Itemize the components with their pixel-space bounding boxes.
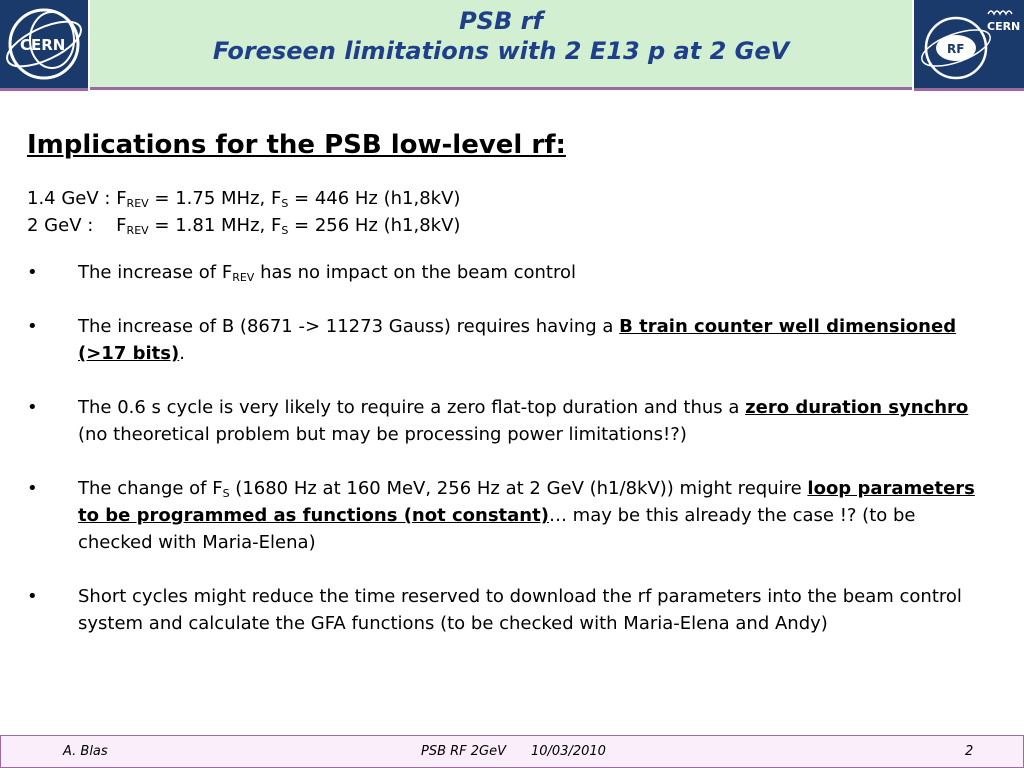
bullet-marker: • <box>27 478 38 499</box>
spec-lines <box>27 185 987 239</box>
footer-date: 10/03/2010 <box>531 744 606 759</box>
emphasis-text: zero duration synchro <box>745 397 969 418</box>
bullet-marker: • <box>27 586 38 607</box>
slide-header <box>0 0 1024 90</box>
emphasis-text: B train counter well dimensioned (>17 bits) <box>78 316 957 364</box>
slide-body <box>27 125 987 664</box>
svg-text:RF: RF <box>947 42 965 56</box>
slide-footer <box>0 735 1024 768</box>
bullet-marker: • <box>27 397 38 418</box>
bullet-item: • The increase of $F_{REV}$ has no impact on the beam control <box>27 259 987 286</box>
cern-logo <box>0 0 88 91</box>
svg-text:CERN: CERN <box>987 20 1021 33</box>
slide-subtitle: Foreseen limitations with 2 E13 p at 2 GeV <box>212 37 790 65</box>
footer-author: A. Blas <box>63 744 108 759</box>
cern-rf-logo-icon <box>914 0 1024 88</box>
spec-line-2gev: 2 GeV : $F_{REV} = 1.81$ MHz, $F_S = 256$ Hz (h1,8kV) <box>27 215 461 237</box>
bullet-item: • The 0.6 s cycle is very likely to require a zero flat-top duration and thus a zero duration synchro (no theoretical problem but may be processing power limitations!?) <box>27 394 987 448</box>
section-heading: Implications for the PSB low-level rf: <box>27 130 566 160</box>
emphasis-text: loop parameters to be programmed as functions (not constant) <box>78 478 975 526</box>
title-band <box>90 0 912 90</box>
footer-page-number: 2 <box>965 744 974 759</box>
spec-line-1-4gev: 1.4 GeV : $F_{REV} = 1.75$ MHz, $F_S = 446$ Hz (h1,8kV) <box>27 188 461 210</box>
slide-title: PSB rf <box>459 7 543 35</box>
bullet-marker: • <box>27 316 38 337</box>
bullet-item: • The change of $F_S$ (1680 Hz at 160 MeV, 256 Hz at 2 GeV (h1/8kV)) might require loop parameters to be programmed as functions (not constant)… may be this already the case !? (to be checked with Maria-Elena) <box>27 475 987 556</box>
cern-rf-logo <box>914 0 1024 91</box>
cern-logo-icon <box>0 0 88 88</box>
bullet-list <box>27 259 987 637</box>
footer-document: PSB RF 2GeV <box>421 744 507 759</box>
bullet-marker: • <box>27 262 38 283</box>
svg-text:CERN: CERN <box>20 36 66 54</box>
bullet-item: • Short cycles might reduce the time reserved to download the rf parameters into the beam control system and calculate the GFA functions (to be checked with Maria-Elena and Andy) <box>27 583 987 637</box>
bullet-item: • The increase of B (8671 -> 11273 Gauss) requires having a B train counter well dimensioned (>17 bits). <box>27 313 987 367</box>
